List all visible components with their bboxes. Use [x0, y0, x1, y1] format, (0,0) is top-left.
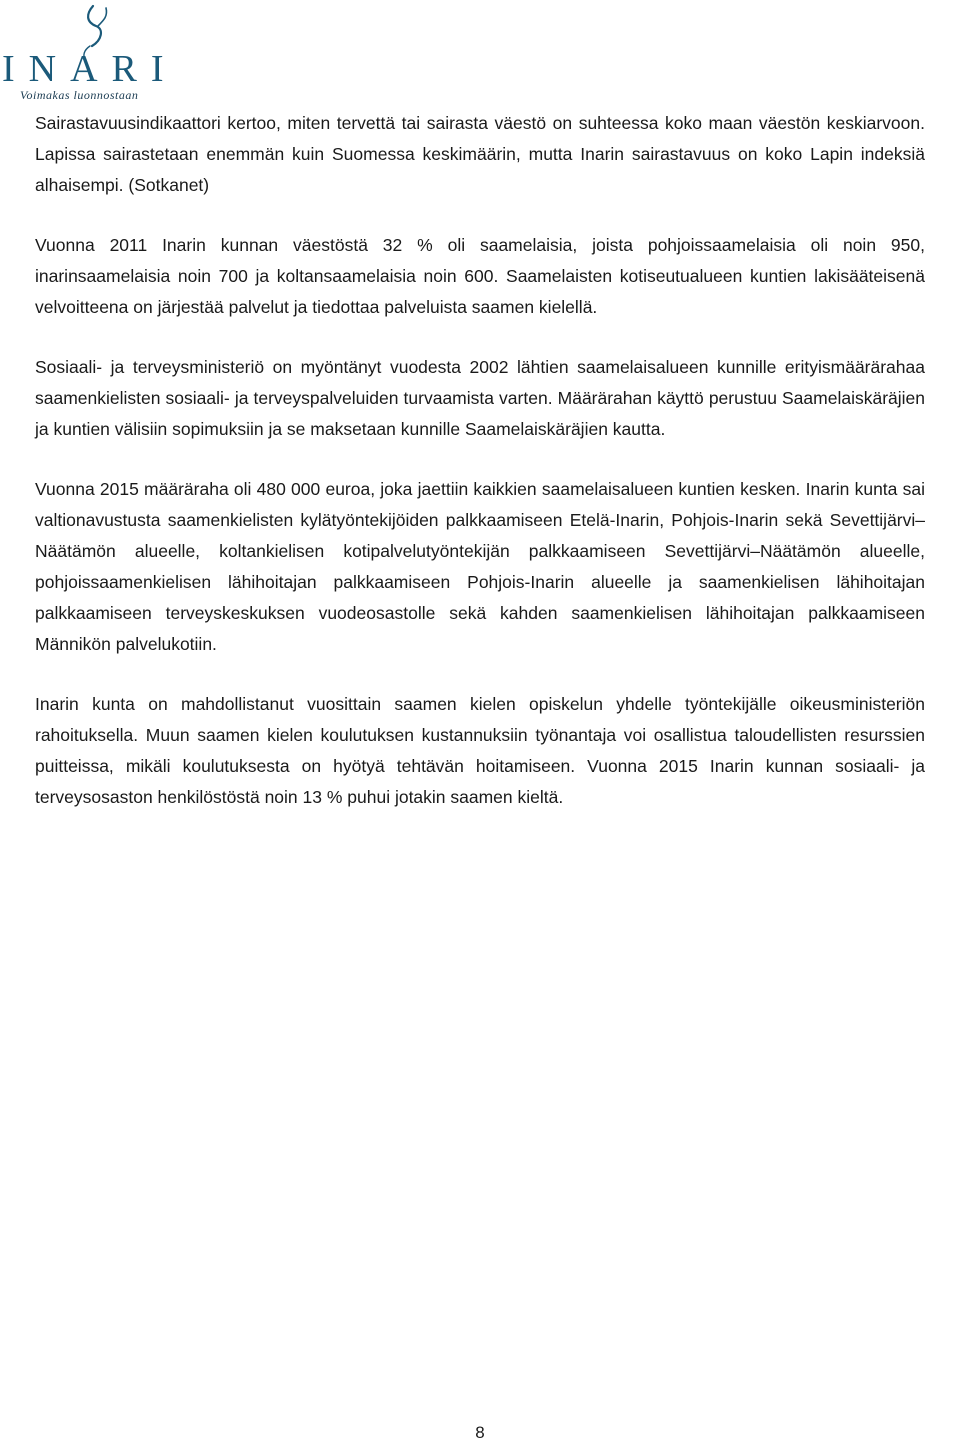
paragraph-sami-population: Vuonna 2011 Inarin kunnan väestöstä 32 % oli saamelaisia, joista pohjoissaamelaisia oli noin 950, inarinsaamelaisia noin 700 ja koltansaamelaisia noin 600. Saamelaisten kotiseutualueen kuntien lakisääteisenä velvoitteena on järjestää palvelut ja tiedottaa palveluista saamen kielellä. — [35, 235, 925, 317]
paragraph-ministry-funding: Sosiaali- ja terveysministeriö on myöntänyt vuodesta 2002 lähtien saamelaisalueen kunnille erityismäärärahaa saamenkielisten sosiaali- ja terveyspalveluiden turvaamista varten. Määrärahan käyttö perustuu Saamelaiskäräjien ja kuntien välisiin sopimuksiin ja se maksetaan kunnille Saamelaiskäräjien kautta. — [35, 357, 925, 439]
document-body — [35, 108, 925, 842]
inari-logo — [0, 0, 180, 104]
logo-tagline: Voimakas luonnostaan — [20, 88, 139, 102]
logo-wordmark: INARI — [2, 48, 178, 90]
paragraph-language-training: Inarin kunta on mahdollistanut vuosittain saamen kielen opiskelun yhdelle työntekijälle oikeusministeriön rahoituksella. Muun saamen kielen koulutuksen kustannuksiin työnantaja voi osallistua taloudellisten resurssien puitteissa, mikäli koulutuksesta on hyötyä tehtävän hoitamiseen. Vuonna 2015 Inarin kunnan sosiaali- ja terveysosaston henkilöstöstä noin 13 % puhui jotakin saamen kieltä. — [35, 694, 925, 807]
paragraph-morbidity: Sairastavuusindikaattori kertoo, miten tervettä tai sairasta väestö on suhteessa koko maan väestön keskiarvoon. Lapissa sairastetaan enemmän kuin Suomessa keskimäärin, mutta Inarin sairastavuus on koko Lapin indeksiä alhaisempi. (Sotkanet) — [35, 113, 925, 195]
page-number: 8 — [475, 1423, 485, 1442]
paragraph-2015-allocation: Vuonna 2015 määräraha oli 480 000 euroa, joka jaettiin kaikkien saamelaisalueen kuntien kesken. Inarin kunta sai valtionavustusta saamenkielisten kylätyöntekijöiden palkkaamiseen Etelä-Inarin, Pohjois-Inarin sekä Sevettijärvi–Näätämön alueelle, koltankielisen kotipalvelutyöntekijän palkkaamiseen Sevettijärvi–Näätämön alueelle, pohjoissaamenkielisen lähihoitajan palkkaamiseen Pohjois-Inarin alueelle ja saamenkielisen lähihoitajan palkkaamiseen terveyskeskuksen vuodeosastolle sekä kahden saamenkielisen lähihoitajan palkkaamiseen Männikön palvelukotiin. — [35, 479, 925, 654]
